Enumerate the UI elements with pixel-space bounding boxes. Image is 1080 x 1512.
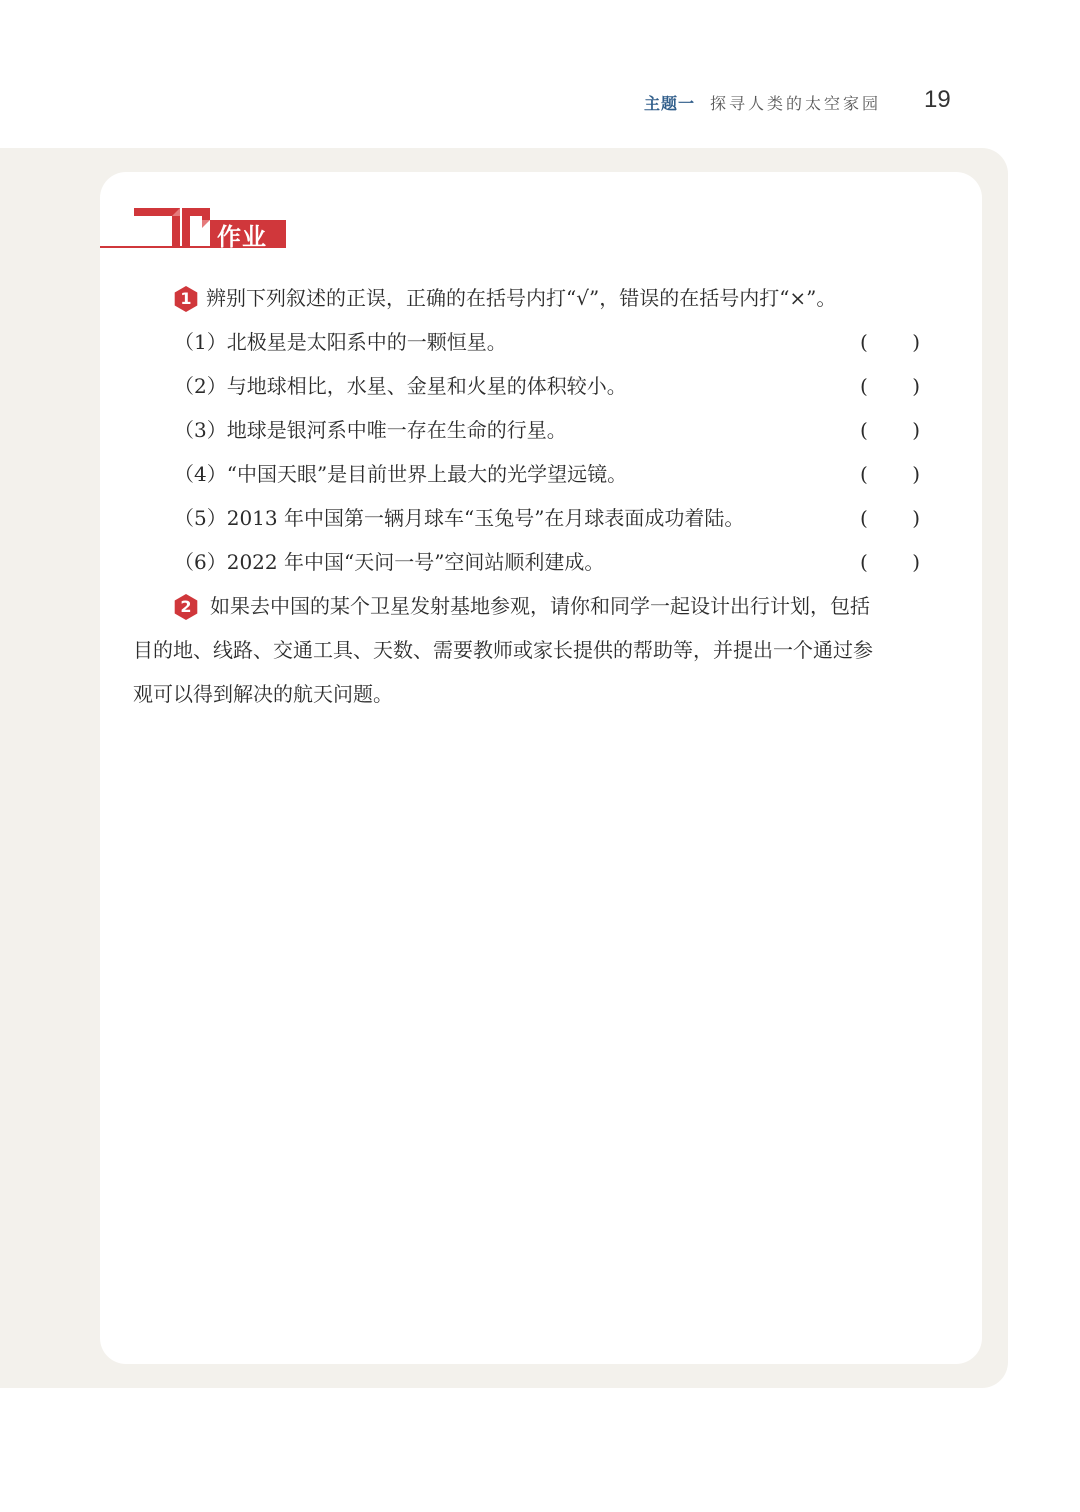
- question-2-line-3: 观可以得到解决的航天问题。: [133, 682, 393, 706]
- question-1-prompt: 辨别下列叙述的正误，正确的在括号内打“√”，错误的在括号内打“×”。: [206, 286, 837, 310]
- header-title: 探寻人类的太空家园: [710, 94, 882, 113]
- q1-item-1: （1）北极星是太阳系中的一颗恒星。: [174, 330, 507, 354]
- q1-item-5: （5）2013 年中国第一辆月球车“玉兔号”在月球表面成功着陆。: [174, 506, 745, 530]
- page-header: [0, 86, 1080, 118]
- q1-item-1-answer-blank[interactable]: ( ): [860, 330, 921, 354]
- question-2-line-2: 目的地、线路、交通工具、天数、需要教师或家长提供的帮助等，并提出一个通过参: [133, 638, 873, 662]
- q1-item-2-answer-blank[interactable]: ( ): [860, 374, 921, 398]
- question-2-number: 2: [180, 597, 192, 616]
- q1-item-3-answer-blank[interactable]: ( ): [860, 418, 921, 442]
- q1-item-4-answer-blank[interactable]: ( ): [860, 462, 921, 486]
- question-1-badge: [173, 286, 199, 312]
- q1-item-6-answer-blank[interactable]: ( ): [860, 550, 921, 574]
- q1-item-2: （2）与地球相比，水星、金星和火星的体积较小。: [174, 374, 627, 398]
- q1-item-4: （4）“中国天眼”是目前世界上最大的光学望远镜。: [174, 462, 628, 486]
- question-2-badge: [173, 594, 199, 620]
- question-2-line-1: 如果去中国的某个卫星发射基地参观，请你和同学一起设计出行计划，包括: [210, 594, 870, 618]
- q1-item-5-answer-blank[interactable]: ( ): [860, 506, 921, 530]
- q1-item-3: （3）地球是银河系中唯一存在生命的行星。: [174, 418, 567, 442]
- question-1-number: 1: [180, 289, 192, 308]
- header-theme-label: 主题一: [644, 94, 696, 113]
- homework-title: 作业: [217, 223, 267, 251]
- q1-item-6: （6）2022 年中国“天问一号”空间站顺利建成。: [174, 550, 605, 574]
- page-number: 19: [924, 86, 951, 113]
